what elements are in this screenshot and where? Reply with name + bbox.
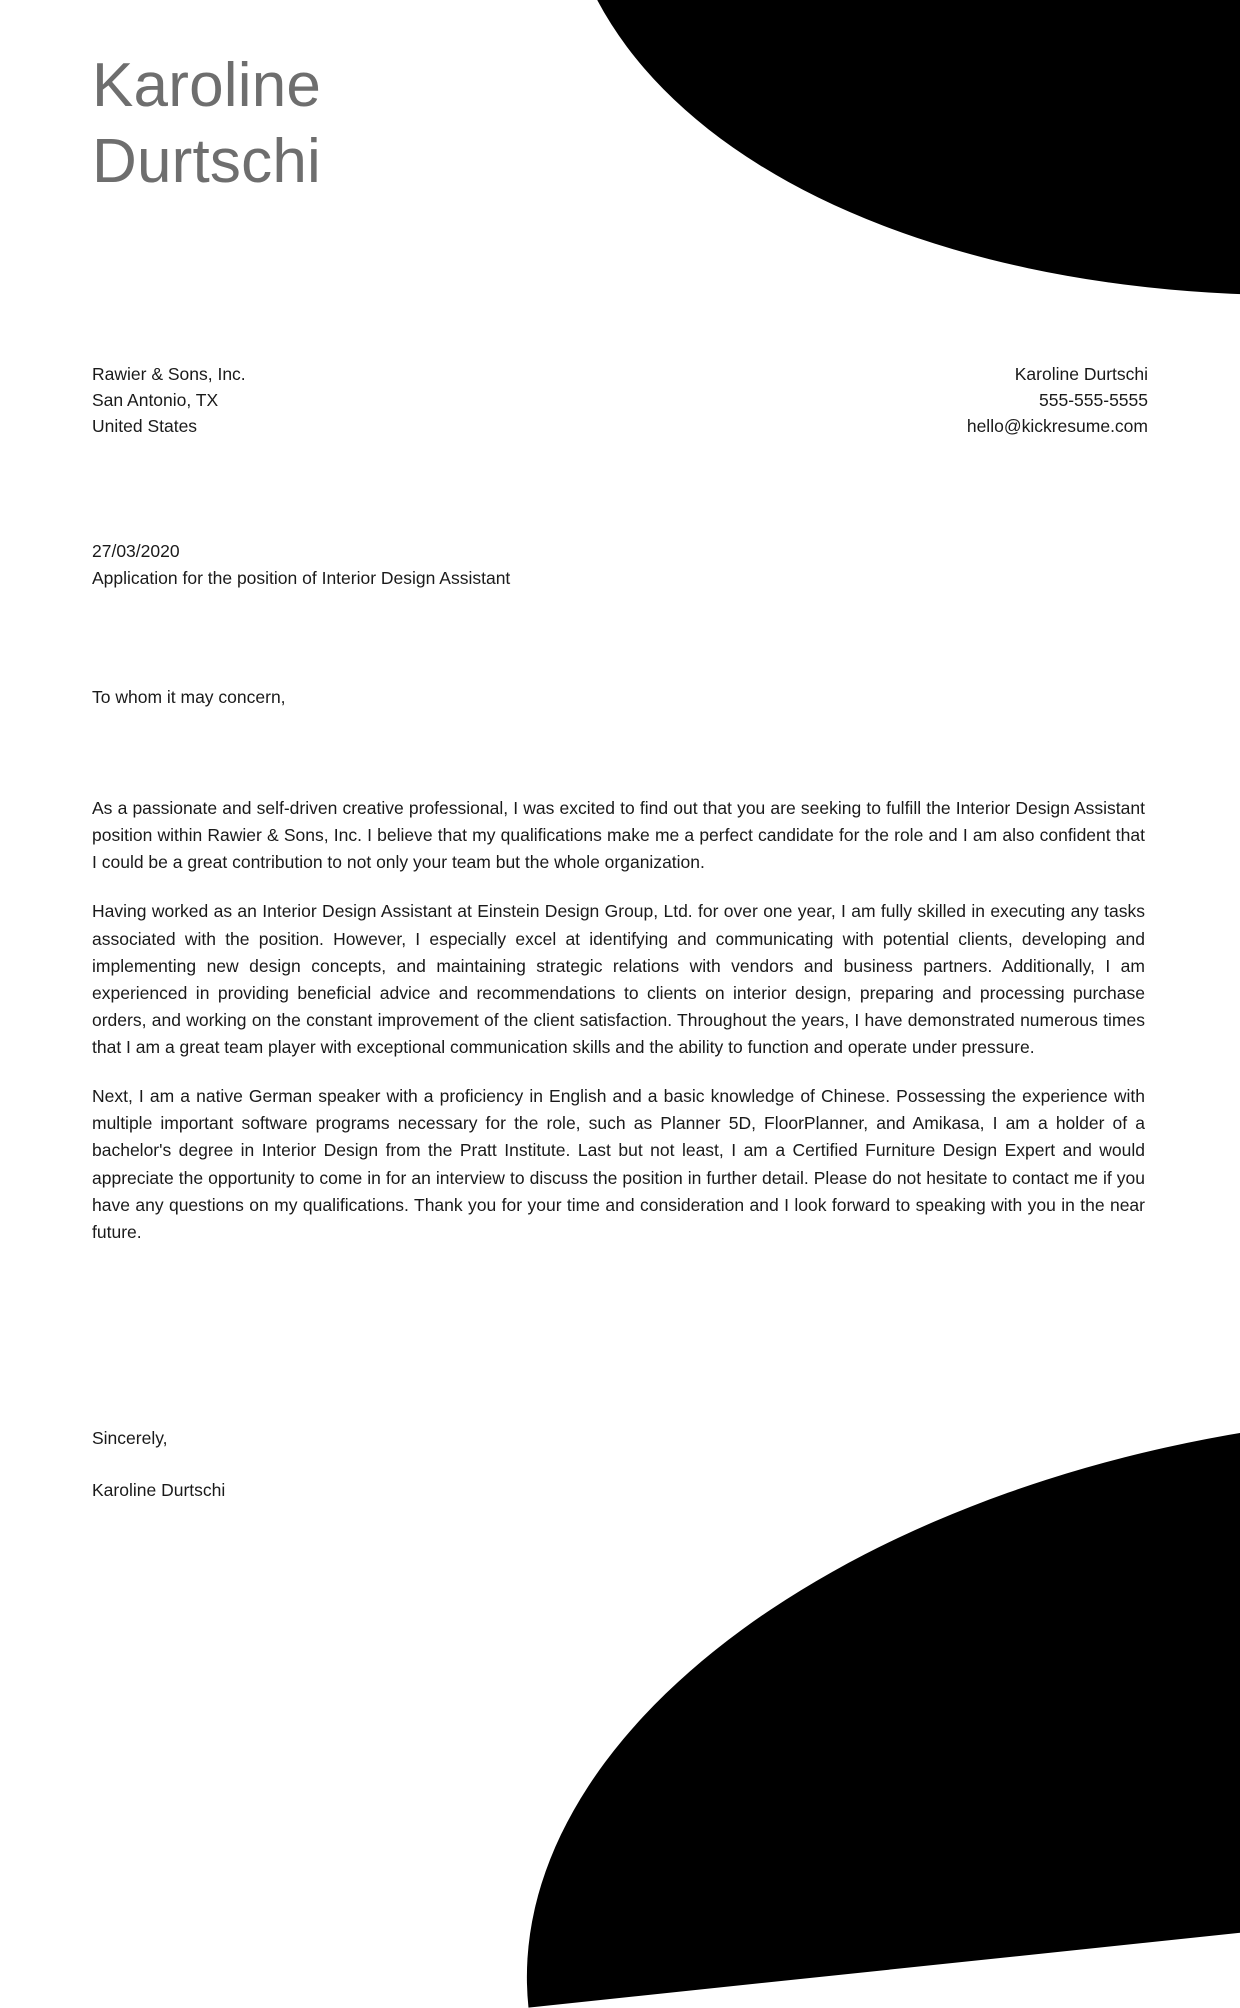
- recipient-country: United States: [92, 415, 198, 436]
- recipient-address: [92, 362, 246, 440]
- name-first-line: Karoline: [92, 51, 322, 120]
- name-last-line: Durtschi: [92, 126, 321, 196]
- page-title: [92, 48, 321, 199]
- body-paragraph: Having worked as an Interior Design Assistant at Einstein Design Group, Ltd. for over one year, I am fully skilled in executing any tasks associated with the position. However, I especially excel at identifying and communicating with potential clients, developing and implementing new design concepts, and maintaining strategic relations with vendors and business partners. Additionally, I am experienced in providing beneficial advice and recommendations to clients on interior design, preparing and processing purchase orders, and working on the constant improvement of the client satisfaction. Throughout the years, I have demonstrated numerous times that I am a great team player with exceptional communication skills and the ability to function and operate under pressure.: [92, 901, 1145, 1057]
- letter-body: [92, 795, 1145, 1246]
- recipient-company: Rawier & Sons, Inc.: [92, 364, 246, 384]
- sender-phone: 555-555-5555: [1039, 389, 1148, 410]
- address-block: [92, 362, 1148, 440]
- sender-name: Karoline Durtschi: [1014, 364, 1148, 384]
- sign-off-text: Sincerely,: [92, 1428, 168, 1448]
- signature-name: Karoline Durtschi: [92, 1480, 226, 1501]
- body-paragraph: As a passionate and self-driven creative professional, I was excited to find out that you are seeking to fulfill the Interior Design Assistant position within Rawier & Sons, Inc. I believe that my qualifications make me a perfect candidate for the role and I am also confident that I could be a great contribution to not only your team but the whole organization.: [92, 798, 1145, 873]
- salutation: To whom it may concern,: [92, 687, 286, 707]
- letter-subject: Application for the position of Interior Design Assistant: [92, 567, 511, 588]
- closing-block: [92, 1425, 225, 1504]
- sender-contact: [967, 362, 1148, 440]
- letter-meta: [92, 538, 510, 591]
- letter-date: 27/03/2020: [92, 541, 180, 561]
- recipient-city: San Antonio, TX: [92, 389, 219, 410]
- body-paragraph: Next, I am a native German speaker with a proficiency in English and a basic knowledge of Chinese. Possessing the experience with multiple important software programs necessary for the role, such as Planner 5D, FloorPlanner, and Amikasa, I am a holder of a bachelor's degree in Interior Design from the Pratt Institute. Last but not least, I am a Certified Furniture Design Expert and would appreciate the opportunity to come in for an interview to discuss the position in further detail. Please do not hesitate to contact me if you have any questions on my qualifications. Thank you for your time and consideration and I look forward to speaking with you in the near future.: [92, 1086, 1145, 1242]
- sender-email: hello@kickresume.com: [966, 415, 1148, 436]
